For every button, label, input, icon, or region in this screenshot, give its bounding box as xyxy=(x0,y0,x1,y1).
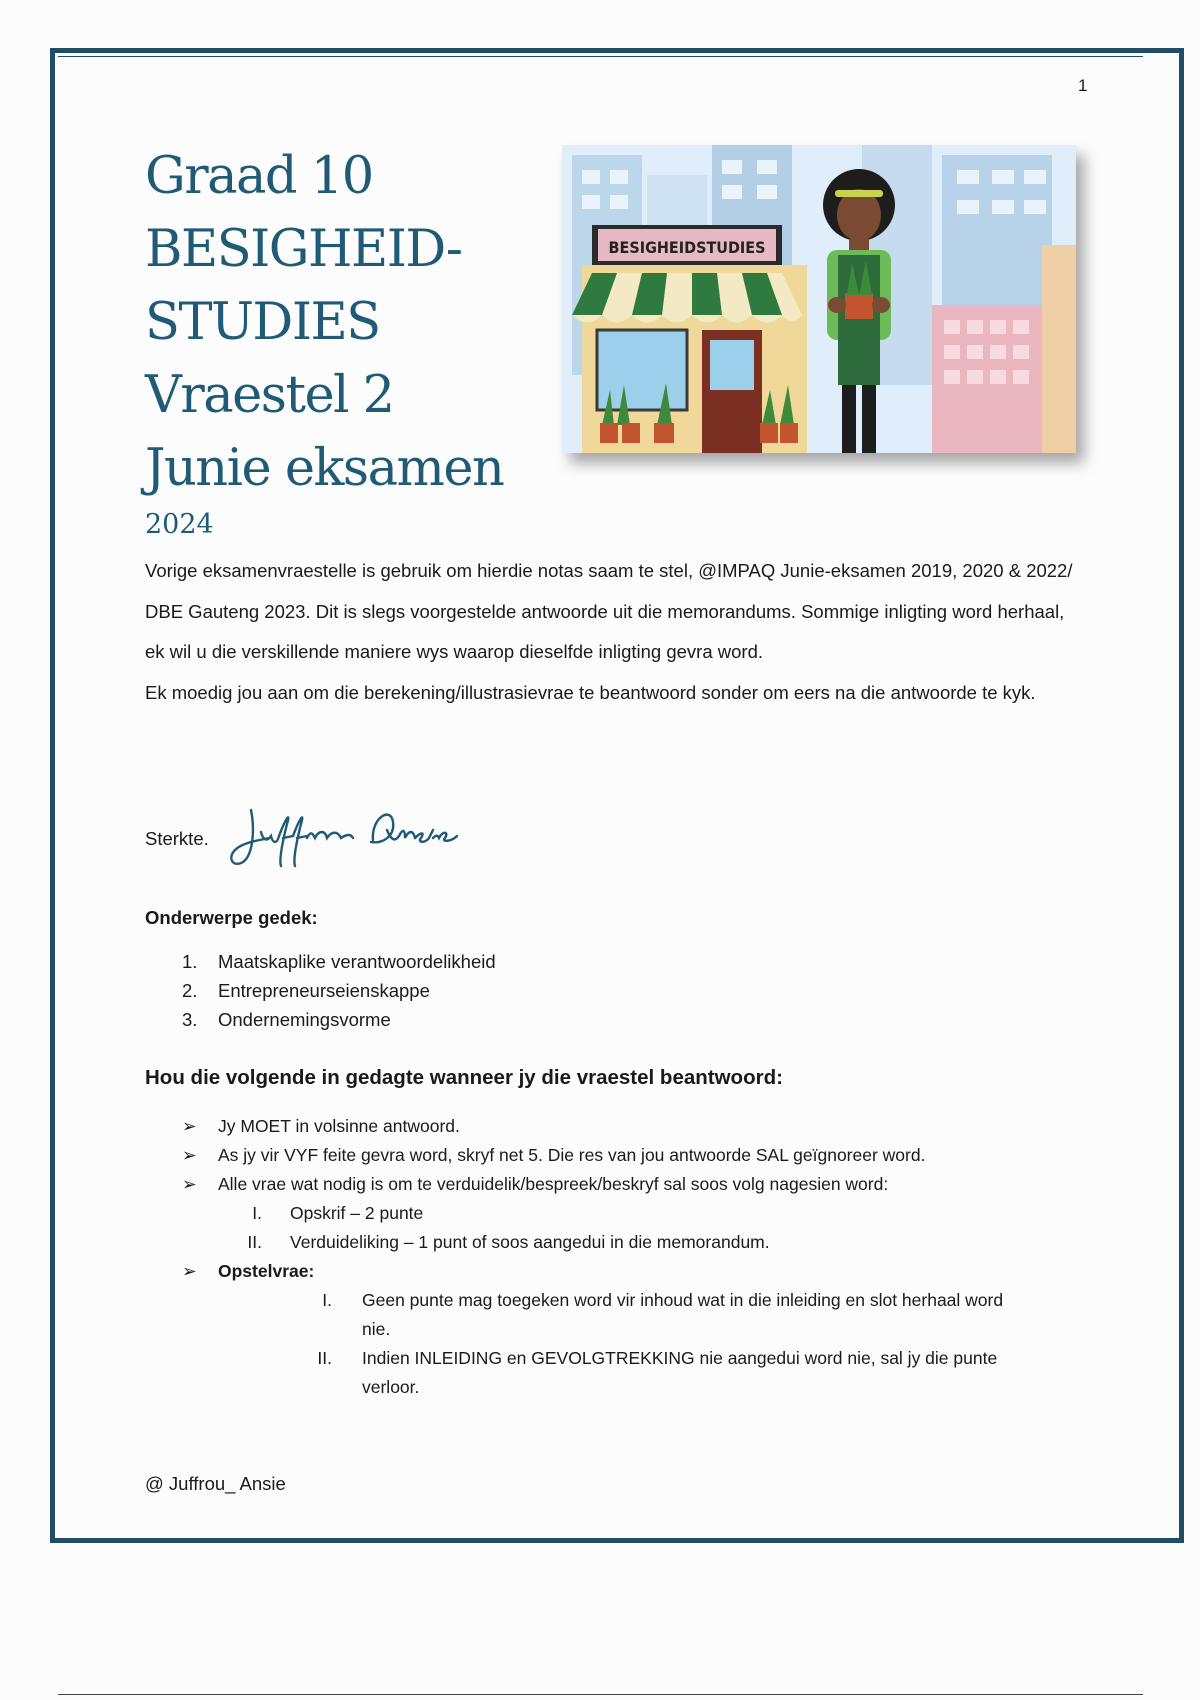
footer-handle: @ Juffrou_ Ansie xyxy=(145,1473,286,1494)
intro-text xyxy=(145,551,1085,713)
rules-list xyxy=(182,1112,1032,1402)
rules-heading: Hou die volgende in gedagte wanneer jy die vraestel beantwoord: xyxy=(145,1066,783,1089)
list-item: 1. Maatskaplike verantwoordelikheid xyxy=(182,951,496,972)
arrow-bullet-icon: ➢ xyxy=(182,1145,197,1165)
intro-paragraph: Vorige eksamenvraestelle is gebruik om hierdie notas saam te stel, @IMPAQ Junie-eksamen 2019, 2020 & 2022/ DBE Gauteng 2023. Dit is slegs voorgestelde antwoorde uit die memorandums. Sommige inligting word herhaal, ek wil u die verskillende maniere wys waarop dieselfde inligting gevra word. xyxy=(145,560,1073,662)
list-item: ➢ Jy MOET in volsinne antwoord. xyxy=(182,1112,1032,1141)
shop-sign-text: BESIGHEIDSTUDIES xyxy=(608,238,766,257)
topics-list xyxy=(182,947,496,1034)
sub-list xyxy=(182,1199,1032,1257)
title-year: 2024 xyxy=(145,509,214,540)
title-line: BESIGHEID- xyxy=(145,220,462,279)
page-number: 1 xyxy=(1078,76,1088,95)
footer-rule xyxy=(58,1694,1143,1695)
list-item: ➢ Alle vrae wat nodig is om te verduidelik/bespreek/beskryf sal soos volg nagesien word: xyxy=(182,1170,1032,1199)
list-item: I. Geen punte mag toegeken word vir inhoud wat in die inleiding en slot herhaal word nie. xyxy=(322,1290,1004,1339)
arrow-bullet-icon: ➢ xyxy=(182,1116,197,1136)
shop-illustration xyxy=(562,145,1076,453)
list-item: 3. Ondernemingsvorme xyxy=(182,1009,391,1030)
document-title xyxy=(145,140,503,540)
title-line: Vraestel 2 xyxy=(145,366,394,425)
topics-heading: Onderwerpe gedek: xyxy=(145,907,318,928)
arrow-bullet-icon: ➢ xyxy=(182,1261,197,1281)
title-line: Junie eksamen xyxy=(145,439,504,498)
title-line: STUDIES xyxy=(145,293,380,352)
arrow-bullet-icon: ➢ xyxy=(182,1174,197,1194)
list-item: I. Opskrif – 2 punte xyxy=(252,1203,424,1223)
list-item: 2. Entrepreneurseienskappe xyxy=(182,980,430,1001)
list-item: II. Verduideliking – 1 punt of soos aangedui in die memorandum. xyxy=(247,1232,770,1252)
sign-off-word: Sterkte. xyxy=(145,828,209,849)
list-item: ➢ As jy vir VYF feite gevra word, skryf net 5. Die res van jou antwoorde SAL geïgnoreer word. xyxy=(182,1141,1032,1170)
shopkeeper-storefront-image xyxy=(562,145,1076,453)
sub-list xyxy=(182,1286,1032,1402)
header-rule xyxy=(58,56,1143,57)
list-item: ➢ Opstelvrae: xyxy=(182,1257,1032,1286)
list-item: II. Indien INLEIDING en GEVOLGTREKKING nie aangedui word nie, sal jy die punte verloor. xyxy=(317,1348,998,1397)
title-line: Graad 10 xyxy=(145,147,373,206)
sign-off xyxy=(145,800,545,870)
intro-paragraph: Ek moedig jou aan om die berekening/illustrasievrae te beantwoord sonder om eers na die antwoorde te kyk. xyxy=(145,681,1036,703)
handwritten-signature xyxy=(221,800,461,870)
